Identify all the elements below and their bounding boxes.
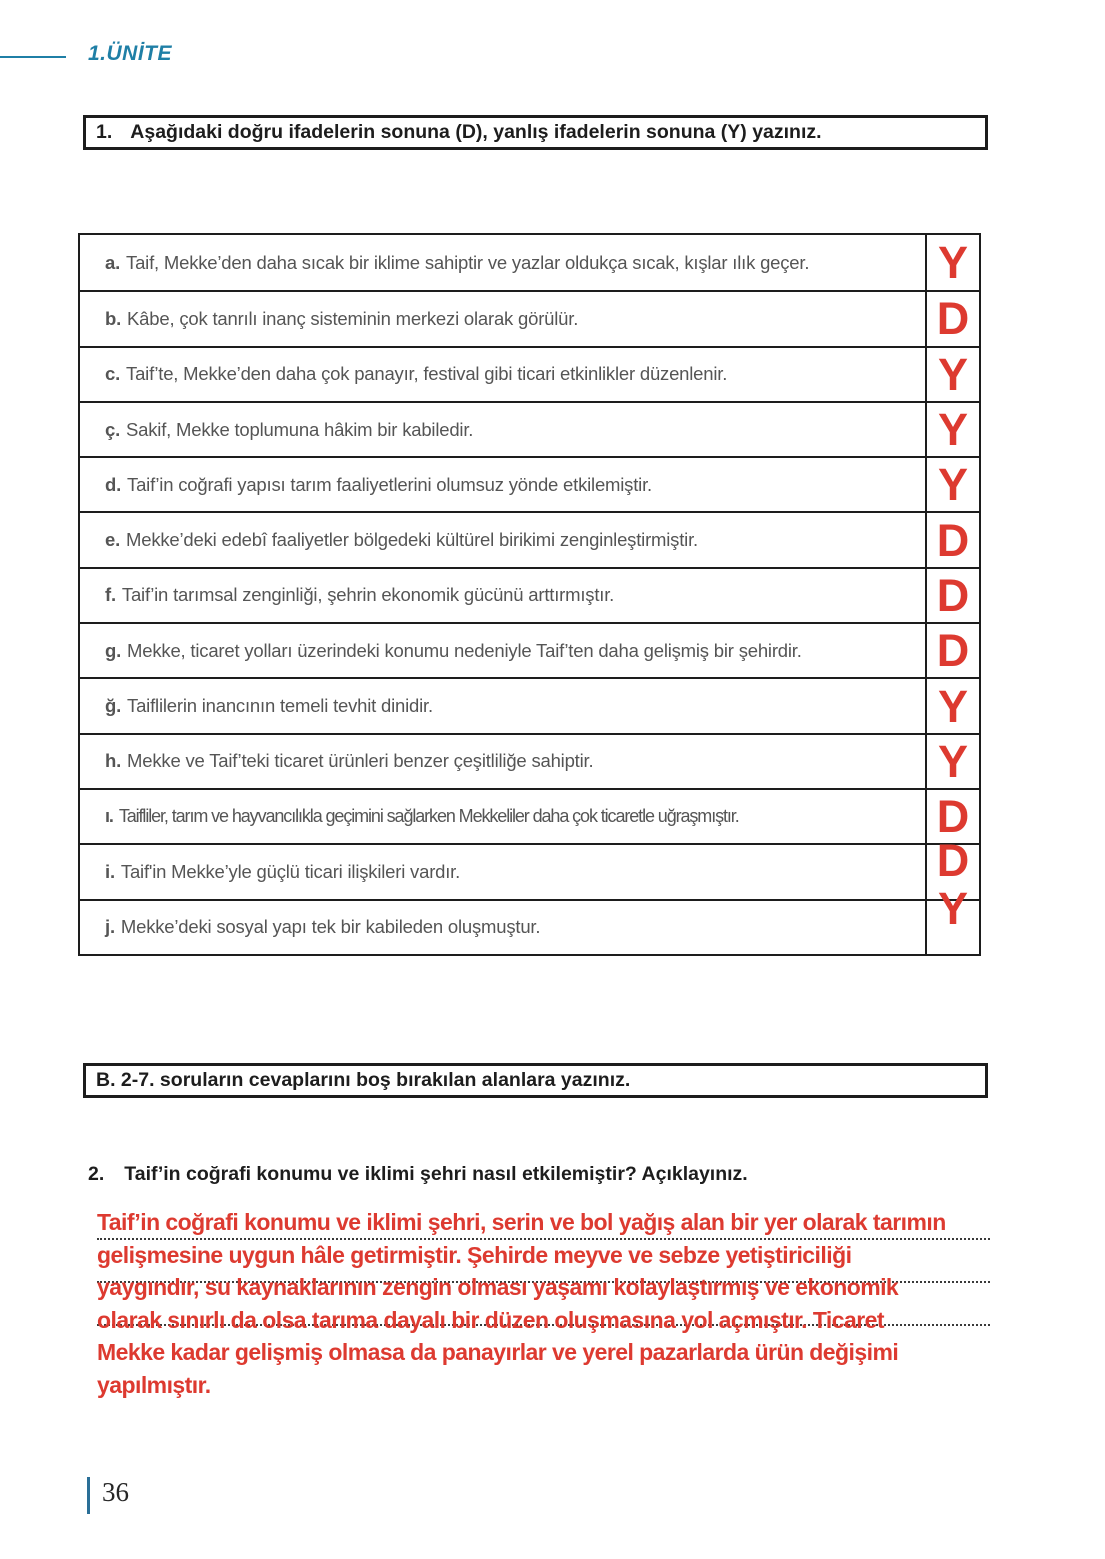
statement-letter: a. [105,251,121,273]
statement-text: Kâbe, çok tanrılı inanç sisteminin merkezi olarak görülür. [127,307,579,329]
handwritten-answer-line: olarak sınırlı da olsa tarıma dayalı bir düzen oluşmasına yol açmıştır. Ticaret [97,1306,885,1333]
table-row [80,733,979,788]
statement-letter: e. [105,529,121,551]
handwritten-answer: Y [937,404,968,456]
handwritten-answer: Y [937,237,968,289]
handwritten-answer: Y [937,348,968,400]
statement-letter: f. [105,584,116,606]
table-row [80,290,979,345]
handwritten-answer-block [97,1206,1067,1401]
table-row [80,511,979,566]
table-row [80,835,979,898]
handwritten-answer: Y [937,735,968,787]
statement-cell [80,292,925,345]
statement-letter: i. [105,860,115,882]
unit-label: 1.ÜNİTE [88,42,173,65]
statement-cell [80,513,925,566]
true-false-table [78,233,981,956]
instruction-text: Aşağıdaki doğru ifadelerin sonuna (D), yanlış ifadelerin sonuna (Y) yazınız. [130,121,822,143]
statement-text: Taifliler, tarım ve hayvancılıkla geçimini sağlarken Mekkeliler daha çok ticaretle uğraşmıştır. [118,806,739,827]
statement-text: Taif’te, Mekke’den daha çok panayır, festival gibi ticari etkinlikler düzenlenir. [126,363,728,385]
statement-text: Mekke, ticaret yolları üzerindeki konumu nedeniyle Taif’ten daha gelişmiş bir şehirdir. [127,639,802,661]
answer-cell [925,235,979,290]
table-row [80,567,979,622]
handwritten-answer: Y [937,680,968,732]
table-row [80,456,979,511]
section-b-instruction-box [83,1063,988,1098]
table-row [80,401,979,456]
handwritten-answer: Y [937,882,968,934]
statement-letter: d. [105,473,122,495]
statement-cell [80,624,925,677]
handwritten-answer-line: gelişmesine uygun hâle getirmiştir. Şehirde meyve ve sebze yetiştiriciliği [97,1241,852,1268]
handwritten-answer: D [936,625,970,677]
statement-cell [80,235,925,290]
statement-cell [80,458,925,511]
statement-text: Taiflilerin inancının temeli tevhit dinidir. [127,695,433,717]
handwritten-answer: D [936,791,970,843]
table-row [80,788,979,843]
statement-letter: ç. [105,418,121,440]
handwritten-answer-line: Taif’in coğrafi konumu ve iklimi şehri, serin ve bol yağış alan bir yer olarak tarımın [97,1209,946,1235]
handwritten-answer: D [936,514,970,566]
answer-cell [925,458,979,511]
statement-text: Mekke ve Taif’teki ticaret ürünleri benzer çeşitliliğe sahiptir. [127,750,594,772]
statement-cell [80,348,925,401]
statement-cell [80,845,925,898]
question-text: Taif’in coğrafi konumu ve iklimi şehri nasıl etkilemiştir? Açıklayınız. [124,1163,748,1185]
statement-text: Mekke’deki sosyal yapı tek bir kabileden oluşmuştur. [120,916,541,938]
statement-letter: h. [105,750,122,772]
answer-cell [925,882,979,954]
statement-letter: g. [105,639,122,661]
statement-letter: ı. [105,806,113,827]
unit-header-rule [0,56,66,58]
handwritten-answer-line: yaygındır, su kaynaklarının zengin olması yaşamı kolaylaştırmış ve ekonomik [97,1274,899,1300]
table-row [80,622,979,677]
statement-cell [80,569,925,622]
question-number: 2. [88,1163,105,1185]
page-number-rule [87,1477,90,1514]
statement-cell [80,901,925,954]
answer-cell [925,735,979,788]
table-row [80,346,979,401]
table-row [80,882,979,954]
instruction-text: B. 2-7. soruların cevaplarını boş bırakılan alanlara yazınız. [96,1069,631,1091]
statement-letter: j. [105,916,115,938]
statement-cell [80,790,925,843]
statement-cell [80,679,925,732]
answer-cell [925,513,979,566]
instruction-number: 1. [96,121,113,143]
answer-cell [925,348,979,401]
statement-text: Taif'in Mekke’yle güçlü ticari ilişkileri vardır. [120,860,461,882]
answer-cell [925,679,979,732]
statement-text: Taif, Mekke’den daha sıcak bir iklime sahiptir ve yazlar oldukça sıcak, kışlar ılık geçer. [126,251,810,273]
handwritten-answer: D [936,293,970,345]
statement-letter: ğ. [105,695,122,717]
statement-text: Sakif, Mekke toplumuna hâkim bir kabiledir. [126,418,474,440]
statement-cell [80,735,925,788]
question-2 [88,1163,748,1186]
handwritten-answer: D [936,835,970,887]
statement-text: Taif’in coğrafi yapısı tarım faaliyetlerini olumsuz yönde etkilemiştir. [127,473,652,495]
statement-letter: c. [105,363,121,385]
statement-cell [80,403,925,456]
statement-text: Mekke’deki edebî faaliyetler bölgedeki kültürel birikimi zenginleştirmiştir. [126,529,698,551]
table-row [80,677,979,732]
answer-cell [925,292,979,345]
page-number: 36 [102,1477,129,1507]
answer-cell [925,624,979,677]
handwritten-answer-line: Mekke kadar gelişmiş olmasa da panayırlar ve yerel pazarlarda ürün değişimi [97,1339,899,1365]
answer-cell [925,403,979,456]
statement-letter: b. [105,307,122,329]
table-row [80,235,979,290]
answer-cell [925,569,979,622]
handwritten-answer: D [936,569,970,621]
handwritten-answer-line: yapılmıştır. [97,1371,211,1398]
statement-text: Taif’in tarımsal zenginliği, şehrin ekonomik gücünü arttırmıştır. [121,584,615,606]
section-a-instruction-box [83,115,988,150]
handwritten-answer: Y [937,459,968,511]
